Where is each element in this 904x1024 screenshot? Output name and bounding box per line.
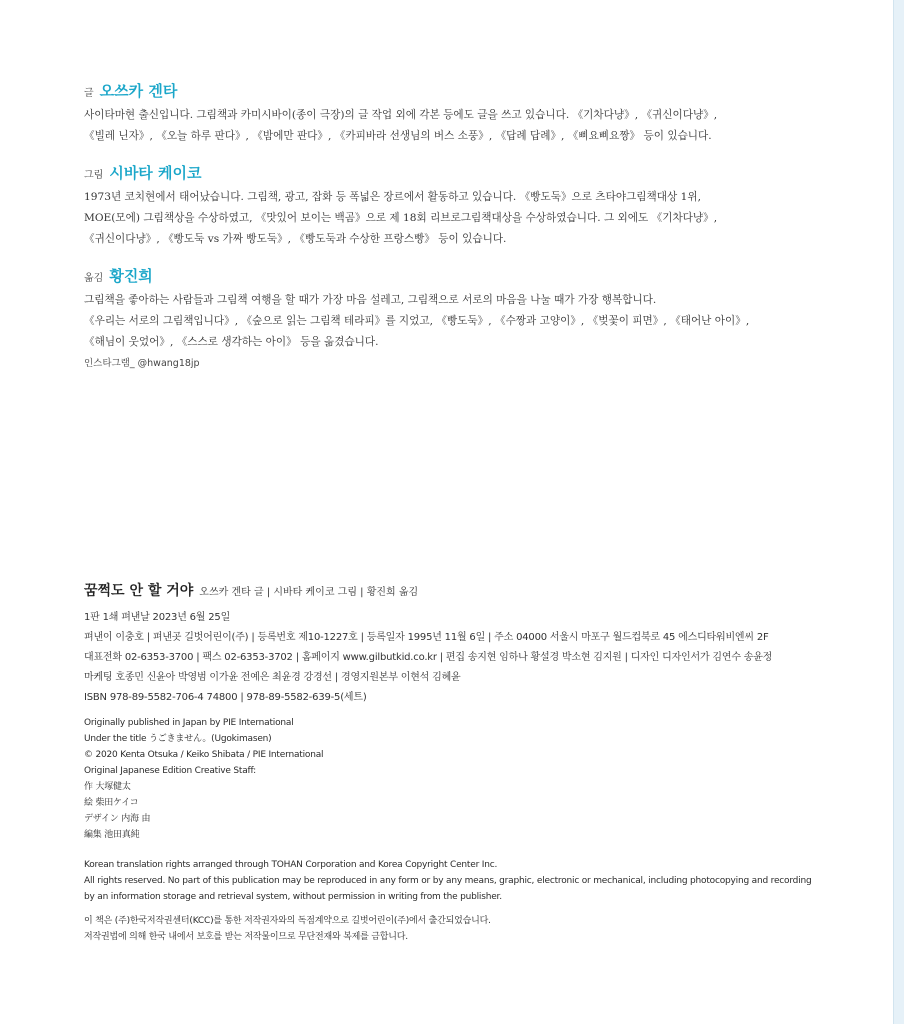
rights-statement xyxy=(84,857,824,905)
bio-text-line: 《빌레 닌자》, 《오늘 하루 판다》, 《밤에만 판다》, 《카피바라 선생님의 버스 소풍》, 《답례 답례》, 《삐요삐요짱》 등이 있습니다. xyxy=(84,130,712,142)
original-edition-info xyxy=(84,715,824,843)
original-line: 編集 池田真純 xyxy=(84,830,140,840)
bio-illustrator-heading xyxy=(84,162,824,184)
bio-translator-heading xyxy=(84,265,824,287)
bio-illustrator xyxy=(84,162,824,250)
meta-line: ISBN 978-89-5582-706-4 74800 | 978-89-5582-639-5(세트) xyxy=(84,692,367,703)
bio-role-label: 옮김 xyxy=(84,273,104,284)
publication-meta xyxy=(84,608,824,708)
bio-author xyxy=(84,80,824,147)
bio-name: 오쓰카 겐타 xyxy=(99,82,178,100)
original-line: Originally published in Japan by PIE International xyxy=(84,718,294,728)
bio-text-line: MOE(모에) 그림책상을 수상하였고, 《맛있어 보이는 백곰》으로 제 18회 리브로그림책대상을 수상하였습니다. 그 외에도 《기차다냥》, xyxy=(84,212,718,224)
original-line: 作 大塚健太 xyxy=(84,782,131,792)
book-title: 꿈쩍도 안 할 거야 xyxy=(84,583,194,599)
bio-text-line: 《우리는 서로의 그림책입니다》, 《숲으로 읽는 그림책 테라피》를 지었고, 《빵도둑》, 《수짱과 고양이》, 《벚꽃이 피면》, 《태어난 아이》, xyxy=(84,315,750,327)
bio-name: 시바타 케이코 xyxy=(109,164,202,182)
rights-line: by an information storage and retrieval system, without permission in writing from the publisher. xyxy=(84,892,502,902)
meta-line: 1판 1쇄 펴낸날 2023년 6월 25일 xyxy=(84,612,231,623)
original-line: Original Japanese Edition Creative Staff: xyxy=(84,766,257,776)
bio-text-line: 사이타마현 출신입니다. 그림책과 카미시바이(종이 극장)의 글 작업 외에 각본 등에도 글을 쓰고 있습니다. 《기차다냥》, 《귀신이다냥》, xyxy=(84,109,718,121)
rights-line: Korean translation rights arranged through TOHAN Corporation and Korea Copyright Center Inc. xyxy=(84,860,498,870)
rights-line: All rights reserved. No part of this publication may be reproduced in any form or by any means, graphic, electronic or mechanical, including photocopying and recording xyxy=(84,876,812,886)
bio-text-line: 《해님이 웃었어》, 《스스로 생각하는 아이》 등을 옮겼습니다. xyxy=(84,336,379,348)
bio-role-label: 그림 xyxy=(84,170,104,181)
colophon xyxy=(84,580,824,945)
instagram-handle: 인스타그램_ @hwang18jp xyxy=(84,358,200,369)
notice-line: 이 책은 (주)한국저작권센터(KCC)를 통한 저작권자와의 독점계약으로 길벗어린이(주)에서 출간되었습니다. xyxy=(84,916,491,926)
meta-line: 펴낸이 이충호 | 펴낸곳 길벗어린이(주) | 등록번호 제10-1227호 | 등록일자 1995년 11월 6일 | 주소 04000 서울시 마포구 월드컵북로 45 에스디타워비엔씨 2F xyxy=(84,632,769,643)
meta-line: 대표전화 02-6353-3700 | 팩스 02-6353-3702 | 홈페이지 www.gilbutkid.co.kr | 편집 송지현 임하나 황설경 박소현 김지원 | 디자인 디자인서가 김연수 송윤정 xyxy=(84,652,773,663)
copyright-notice xyxy=(84,913,824,945)
bio-text-line: 《귀신이다냥》, 《빵도둑 vs 가짜 빵도둑》, 《빵도둑과 수상한 프랑스빵》 등이 있습니다. xyxy=(84,233,507,245)
original-line: 絵 柴田ケイコ xyxy=(84,798,139,808)
book-credits: 오쓰카 겐타 글 | 시바타 케이코 그림 | 황진희 옮김 xyxy=(199,587,419,598)
bio-author-heading xyxy=(84,80,824,102)
meta-line: 마케팅 호종민 신윤아 박영범 이가윤 전예은 최윤경 강경선 | 경영지원본부 이현석 김혜윤 xyxy=(84,672,461,683)
bio-translator xyxy=(84,265,824,371)
original-line: Under the title うごきません。(Ugokimasen) xyxy=(84,734,272,744)
page-edge-strip xyxy=(894,0,904,1024)
original-line: デザイン 内海 由 xyxy=(84,814,151,824)
book-title-line xyxy=(84,580,824,604)
bio-role-label: 글 xyxy=(84,88,94,99)
original-line: © 2020 Kenta Otsuka / Keiko Shibata / PIE International xyxy=(84,750,324,760)
bio-name: 황진희 xyxy=(109,267,153,285)
notice-line: 저작권법에 의해 한국 내에서 보호를 받는 저작물이므로 무단전재와 복제를 금합니다. xyxy=(84,932,408,942)
bio-text-line: 1973년 코치현에서 태어났습니다. 그림책, 광고, 잡화 등 폭넓은 장르에서 활동하고 있습니다. 《빵도둑》으로 츠타야그림책대상 1위, xyxy=(84,191,701,203)
bio-text-line: 그림책을 좋아하는 사람들과 그림책 여행을 할 때가 가장 마음 설레고, 그림책으로 서로의 마음을 나눌 때가 가장 행복합니다. xyxy=(84,294,657,306)
